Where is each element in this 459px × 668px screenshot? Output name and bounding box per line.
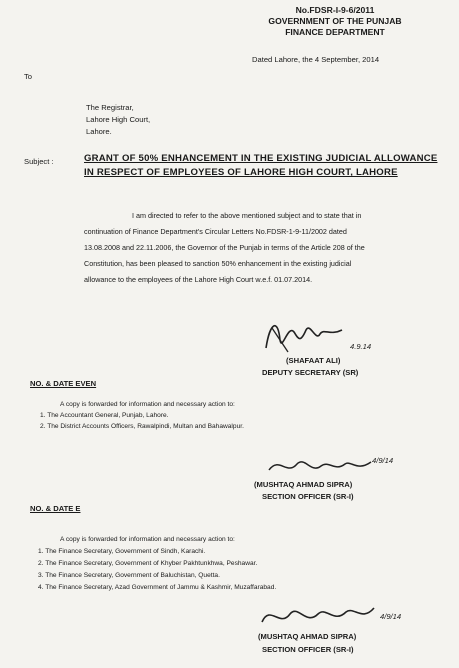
body-line-5: allowance to the employees of the Lahore High Court w.e.f. 01.07.2014. xyxy=(84,275,313,284)
endorsement-2-item-3: 3. The Finance Secretary, Government of Baluchistan, Quetta. xyxy=(38,572,220,579)
government-name: GOVERNMENT OF THE PUNJAB xyxy=(268,16,402,26)
signature-3-scribble xyxy=(258,600,378,634)
signature-2-scribble xyxy=(265,452,375,482)
body-line-3: 13.08.2008 and 22.11.2006, the Governor of the Punjab in terms of the Article 208 of the xyxy=(84,243,365,252)
subject-label: Subject : xyxy=(24,157,54,166)
to-label: To xyxy=(24,72,33,81)
reference-number: No.FDSR-I-9-6/2011 xyxy=(295,5,375,15)
endorsement-1-label: NO. & DATE EVEN xyxy=(30,379,97,388)
signature-2-designation: SECTION OFFICER (SR-I) xyxy=(262,492,354,501)
body-line-2: continuation of Finance Department's Circular Letters No.FDSR-1-9-11/2002 dated xyxy=(84,227,347,236)
signature-3-designation: SECTION OFFICER (SR-I) xyxy=(262,645,354,654)
signature-1-scribble xyxy=(258,312,348,362)
endorsement-2-item-4: 4. The Finance Secretary, Azad Government of Jammu & Kashmir, Muzaffarabad. xyxy=(38,584,277,591)
subject-text: GRANT OF 50% ENHANCEMENT IN THE EXISTING JUDICIAL ALLOWANCE IN RESPECT OF EMPLOYEES OF LAHORE HIGH COURT, LAHORE xyxy=(84,153,438,178)
signature-2-date: 4/9/14 xyxy=(372,456,394,465)
endorsement-1-item-1: 1. The Accountant General, Punjab, Lahore. xyxy=(40,412,169,419)
signature-1-date: 4.9.14 xyxy=(350,342,372,351)
signature-3-name: (MUSHTAQ AHMAD SIPRA) xyxy=(258,632,357,641)
endorsement-1-item-2: 2. The District Accounts Officers, Rawalpindi, Multan and Bahawalpur. xyxy=(40,423,244,430)
body-line-1: I am directed to refer to the above mentioned subject and to state that in xyxy=(132,211,362,220)
endorsement-2-label: NO. & DATE E xyxy=(30,504,81,513)
endorsement-2-intro: A copy is forwarded for information and necessary action to: xyxy=(60,536,235,543)
addressee-line-2: Lahore High Court, xyxy=(86,115,151,124)
signature-2-name: (MUSHTAQ AHMAD SIPRA) xyxy=(254,480,353,489)
dated-line: Dated Lahore, the 4 September, 2014 xyxy=(252,55,380,64)
endorsement-1-intro: A copy is forwarded for information and necessary action to: xyxy=(60,401,235,408)
endorsement-2-item-1: 1. The Finance Secretary, Government of Sindh, Karachi. xyxy=(38,548,206,555)
signature-3-date: 4/9/14 xyxy=(380,612,402,621)
body-line-4: Constitution, has been pleased to sanction 50% enhancement in the existing judicial xyxy=(84,259,352,268)
endorsement-2-item-2: 2. The Finance Secretary, Government of Khyber Pakhtunkhwa, Peshawar. xyxy=(38,560,258,567)
signature-1-name: (SHAFAAT ALI) xyxy=(286,356,341,365)
addressee-line-3: Lahore. xyxy=(86,127,112,136)
department-name: FINANCE DEPARTMENT xyxy=(285,27,385,37)
signature-1-designation: DEPUTY SECRETARY (SR) xyxy=(262,368,359,377)
addressee-line-1: The Registrar, xyxy=(86,103,134,112)
